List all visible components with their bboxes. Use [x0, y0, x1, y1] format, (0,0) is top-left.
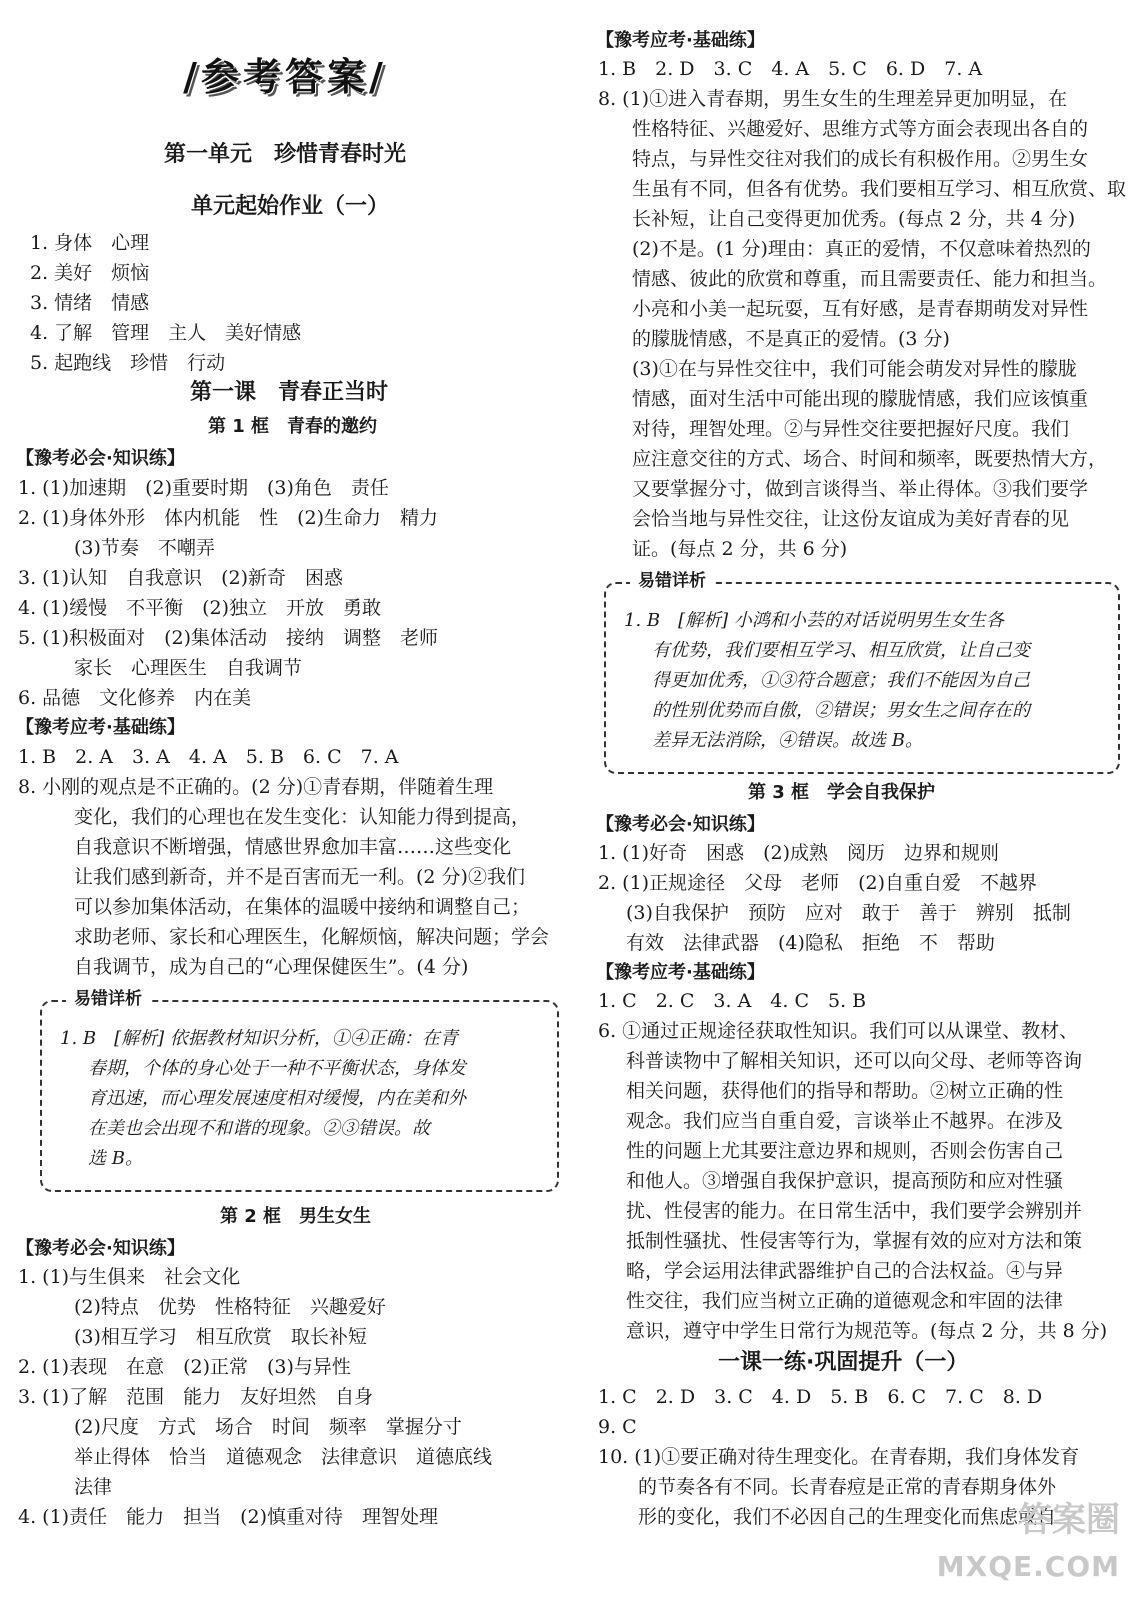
- analysis-line: 差异无法消除，④错误。故选 B。: [652, 730, 923, 751]
- section-header: 【豫考必会·知识练】: [16, 448, 185, 469]
- list-item: (2)不是。(1 分)理由：真正的爱情，不仅意味着热烈的: [632, 238, 1091, 260]
- list-item: 扰、性侵害的能力。在日常生活中，我们要学会辨别并: [626, 1200, 1083, 1222]
- list-item: 6. ①通过正规途径获取性知识。我们可以从课堂、教材、: [598, 1020, 1079, 1042]
- list-item: 求助老师、家长和心理医生，化解烦恼，解决问题；学会: [74, 926, 550, 948]
- list-item: 生虽有不同，但各有优势。我们要相互学习、相互欣赏、取: [632, 178, 1127, 200]
- list-item: 性格特征、兴趣爱好、思维方式等方面会表现出各自的: [632, 118, 1089, 140]
- consolidate-title: 一课一练·巩固提升（一）: [718, 1350, 969, 1375]
- unit-homework-title: 单元起始作业（一）: [191, 194, 390, 219]
- list-item: 观念。我们应当自重自爱，言谈举止不越界。在涉及: [626, 1110, 1064, 1132]
- list-item: 1. C 2. D 3. C 4. D 5. B 6. C 7. C 8. D: [598, 1386, 1043, 1408]
- analysis-line: 选 B。: [88, 1148, 143, 1169]
- list-item: 2. (1)正规途径 父母 老师 (2)自重自爱 不越界: [598, 872, 1037, 894]
- list-item: 的朦胧情感，不是真正的爱情。(3 分): [632, 328, 950, 350]
- analysis-line: 得更加优秀，①③符合题意；我们不能因为自己: [652, 670, 1030, 691]
- list-item: 8. (1)①进入青春期，男生女生的生理差异更加明显，在: [598, 88, 1068, 110]
- section-header: 【豫考必会·知识练】: [16, 1238, 185, 1259]
- list-item: 长补短，让自己变得更加优秀。(每点 2 分，共 4 分): [632, 208, 1076, 230]
- list-item: 证。(每点 2 分，共 6 分): [632, 538, 848, 560]
- list-item: 9. C: [598, 1416, 637, 1438]
- list-item: 变化，我们的心理也在发生变化：认知能力得到提高，: [74, 806, 531, 828]
- list-item: 8. 小刚的观点是不正确的。(2 分)①青春期，伴随着生理: [18, 776, 494, 798]
- list-item: 1. (1)好奇 困惑 (2)成熟 阅历 边界和规则: [598, 842, 999, 864]
- list-item: 1. 身体 心理: [30, 232, 150, 254]
- section-header: 【豫考应考·基础练】: [596, 30, 765, 51]
- list-item: 略，学会运用法律武器维护自己的合法权益。④与异: [626, 1260, 1064, 1282]
- answer-banner: /参考答案/: [183, 55, 387, 99]
- analysis-line: 在美也会出现不和谐的现象。②③错误。故: [88, 1118, 430, 1139]
- list-item: 有效 法律武器 (4)隐私 拒绝 不 帮助: [626, 932, 995, 954]
- list-item: 1. B 2. A 3. A 4. A 5. B 6. C 7. A: [18, 746, 399, 768]
- list-item: (2)特点 优势 性格特征 兴趣爱好: [74, 1296, 386, 1318]
- list-item: 情感、彼此的欣赏和尊重，而且需要责任、能力和担当。: [632, 268, 1108, 290]
- list-item: 性交往，我们应当树立正确的道德观念和牢固的法律: [626, 1290, 1064, 1312]
- list-item: 家长 心理医生 自我调节: [74, 657, 303, 679]
- list-item: 自我调节，成为自己的“心理保健医生”。(4 分): [74, 956, 469, 978]
- list-item: 特点，与异性交往对我们的成长有积极作用。②男生女: [632, 148, 1089, 170]
- list-item: 自我意识不断增强，情感世界愈加丰富……这些变化: [74, 836, 512, 858]
- list-item: 又要掌握分寸，做到言谈得当、举止得体。③我们要学: [632, 478, 1089, 500]
- list-item: 抵制性骚扰、性侵害等行为，掌握有效的应对方法和策: [626, 1230, 1083, 1252]
- frame1-title: 第 1 框 青春的邀约: [208, 416, 378, 437]
- list-item: 4. (1)责任 能力 担当 (2)慎重对待 理智处理: [18, 1506, 438, 1528]
- analysis-line: 的性别优势而自傲，②错误；男女生之间存在的: [652, 700, 1030, 721]
- analysis-line: 有优势，我们要相互学习、相互欣赏，让自己变: [652, 640, 1030, 661]
- list-item: 法律: [74, 1476, 113, 1498]
- list-item: 3. 情绪 情感: [30, 292, 150, 314]
- list-item: 5. (1)积极面对 (2)集体活动 接纳 调整 老师: [18, 627, 438, 649]
- list-item: 和他人。③增强自我保护意识，提高预防和应对性骚: [626, 1170, 1064, 1192]
- list-item: 可以参加集体活动，在集体的温暖中接纳和调整自己；: [74, 896, 531, 918]
- list-item: 小亮和小美一起玩耍，互有好感，是青春期萌发对异性: [632, 298, 1089, 320]
- list-item: 会恰当地与异性交往，让这份友谊成为美好青春的见: [632, 508, 1070, 530]
- list-item: (2)尺度 方式 场合 时间 频率 掌握分寸: [74, 1416, 462, 1438]
- list-item: 2. (1)身体外形 体内机能 性 (2)生命力 精力: [18, 507, 438, 529]
- list-item: 形的变化，我们不必因自己的生理变化而焦虑或自: [638, 1506, 1057, 1528]
- list-item: 5. 起跑线 珍惜 行动: [30, 352, 226, 374]
- section-header: 【豫考应考·基础练】: [16, 717, 185, 738]
- list-item: 性的问题上尤其要注意边界和规则，否则会伤害自己: [626, 1140, 1064, 1162]
- list-item: 2. (1)表现 在意 (2)正常 (3)与异性: [18, 1356, 351, 1378]
- list-item: 3. (1)了解 范围 能力 友好坦然 自身: [18, 1386, 374, 1408]
- list-item: 科普读物中了解相关知识，还可以向父母、老师等咨询: [626, 1050, 1083, 1072]
- list-item: 4. 了解 管理 主人 美好情感: [30, 322, 302, 344]
- frame3-title: 第 3 框 学会自我保护: [748, 782, 936, 803]
- list-item: 10. (1)①要正确对待生理变化。在青春期，我们身体发育: [598, 1446, 1080, 1468]
- list-item: 1. (1)与生俱来 社会文化: [18, 1266, 241, 1288]
- analysis-line: 1. B [解析] 小鸿和小芸的对话说明男生女生各: [624, 610, 1004, 631]
- list-item: 2. 美好 烦恼: [30, 262, 150, 284]
- error-analysis-title: 易错详析: [630, 570, 714, 592]
- list-item: (3)相互学习 相互欣赏 取长补短: [74, 1326, 367, 1348]
- list-item: (3)自我保护 预防 应对 敢于 善于 辨别 抵制: [626, 902, 1071, 924]
- list-item: 情感，面对生活中可能出现的朦胧情感，我们应该慎重: [632, 388, 1089, 410]
- unit-title: 第一单元 珍惜青春时光: [164, 142, 407, 167]
- watermark-top: 答案圈: [1018, 1500, 1120, 1540]
- list-item: 相关问题，获得他们的指导和帮助。②树立正确的性: [626, 1080, 1064, 1102]
- analysis-line: 1. B [解析] 依据教材知识分析，①④正确：在青: [60, 1028, 458, 1049]
- list-item: 应注意交往的方式、场合、时间和频率，既要热情大方，: [632, 448, 1108, 470]
- lesson-title: 第一课 青春正当时: [190, 380, 389, 405]
- list-item: 1. (1)加速期 (2)重要时期 (3)角色 责任: [18, 477, 389, 499]
- list-item: (3)①在与异性交往中，我们可能会萌发对异性的朦胧: [632, 358, 1077, 380]
- watermark-bottom: MXQE.COM: [936, 1550, 1120, 1583]
- analysis-line: 春期，个体的身心处于一种不平衡状态，身体发: [88, 1058, 466, 1079]
- frame2-title: 第 2 框 男生女生: [220, 1206, 372, 1227]
- list-item: 对待，理智处理。②与异性交往要把握好尺度。我们: [632, 418, 1070, 440]
- analysis-line: 育迅速，而心理发展速度相对缓慢，内在美和外: [88, 1088, 466, 1109]
- list-item: 1. B 2. D 3. C 4. A 5. C 6. D 7. A: [598, 58, 983, 80]
- list-item: (3)节奏 不嘲弄: [74, 537, 215, 559]
- list-item: 4. (1)缓慢 不平衡 (2)独立 开放 勇敢: [18, 597, 381, 619]
- list-item: 3. (1)认知 自我意识 (2)新奇 困惑: [18, 567, 343, 589]
- site-watermark: [930, 1495, 1130, 1595]
- list-item: 的节奏各有不同。长青春痘是正常的青春期身体外: [638, 1476, 1057, 1498]
- list-item: 意识，遵守中学生日常行为规范等。(每点 2 分，共 8 分): [626, 1320, 1108, 1342]
- section-header: 【豫考应考·基础练】: [596, 962, 765, 983]
- error-analysis-title: 易错详析: [66, 988, 150, 1010]
- list-item: 6. 品德 文化修养 内在美: [18, 687, 252, 709]
- section-header: 【豫考必会·知识练】: [596, 814, 765, 835]
- list-item: 1. C 2. C 3. A 4. C 5. B: [598, 990, 867, 1012]
- list-item: 让我们感到新奇，并不是百害而无一利。(2 分)②我们: [74, 866, 525, 888]
- list-item: 举止得体 恰当 道德观念 法律意识 道德底线: [74, 1446, 493, 1468]
